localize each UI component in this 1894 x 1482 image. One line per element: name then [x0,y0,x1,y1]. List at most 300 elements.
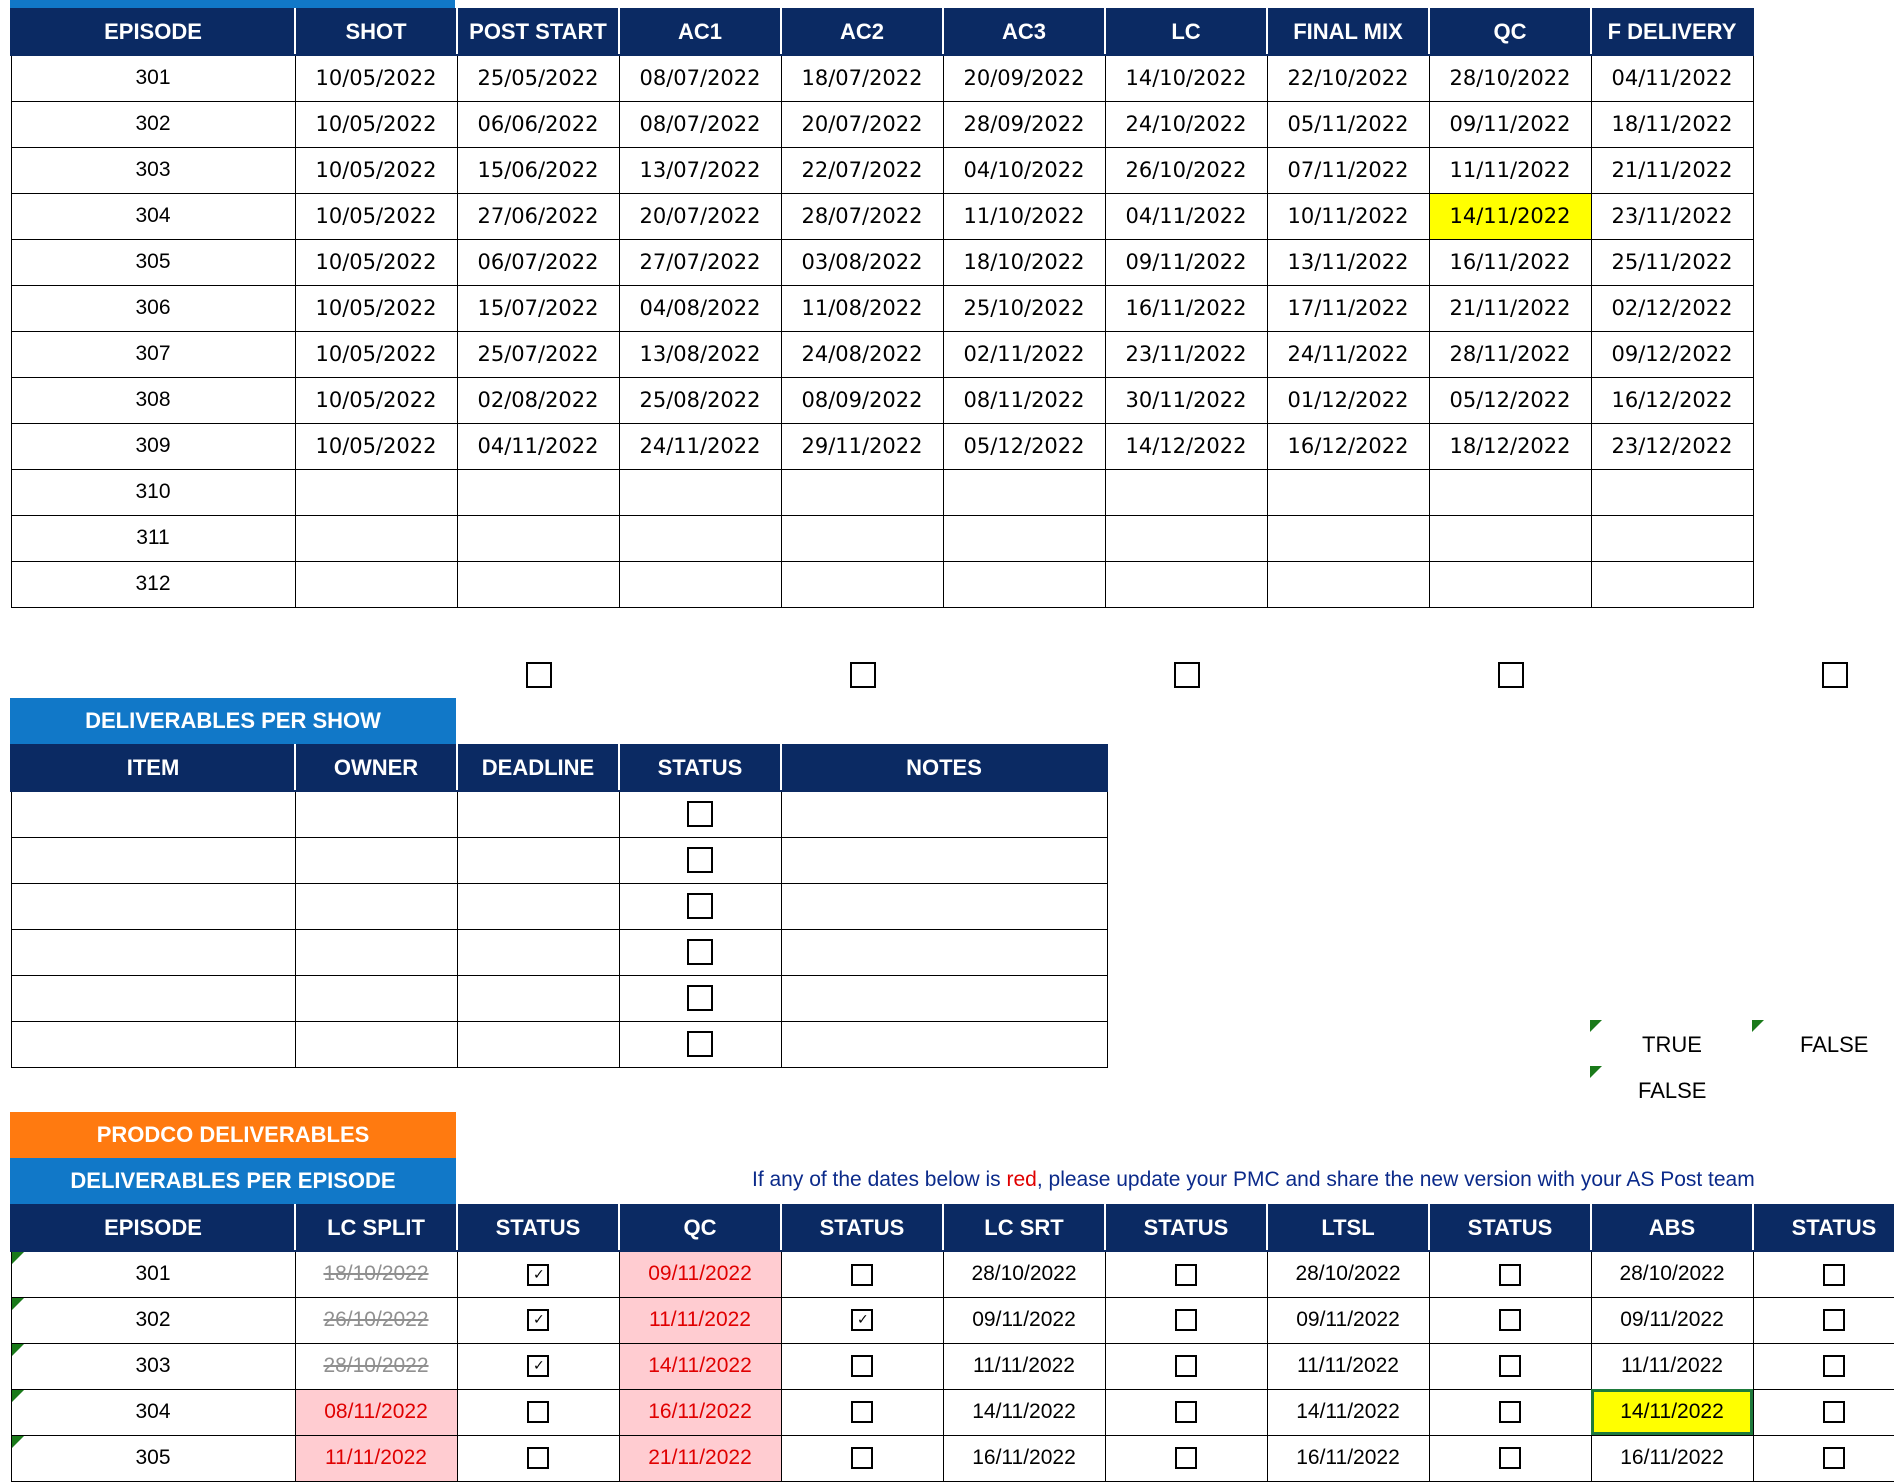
date-cell[interactable]: 24/11/2022 [619,423,781,469]
show-deliverable-row [11,791,1107,837]
item-cell[interactable] [11,1021,295,1067]
date-cell[interactable]: 15/07/2022 [457,285,619,331]
date-cell[interactable]: 25/07/2022 [457,331,619,377]
column-checkbox-4[interactable] [1498,662,1524,688]
column-checkbox-1[interactable] [526,662,552,688]
date-cell[interactable]: 08/09/2022 [781,377,943,423]
date-cell[interactable]: 10/05/2022 [295,377,457,423]
date-cell[interactable]: 23/11/2022 [1591,193,1753,239]
date-cell[interactable]: 11/11/2022 [1429,147,1591,193]
column-checkbox-3[interactable] [1174,662,1200,688]
episode-cell[interactable]: 302 [11,1297,295,1343]
date-cell[interactable]: 11/10/2022 [943,193,1105,239]
episode-deliverable-header-qc: QC [619,1205,781,1251]
date-cell[interactable]: 10/05/2022 [295,239,457,285]
date-cell[interactable]: 17/11/2022 [1267,285,1429,331]
date-cell[interactable]: 05/11/2022 [1267,101,1429,147]
qc-cell[interactable]: 09/11/2022 [619,1251,781,1297]
abs-cell[interactable]: 16/11/2022 [1591,1435,1753,1481]
date-cell[interactable] [943,469,1105,515]
status-checkbox-checked[interactable] [527,1355,549,1377]
abs-cell[interactable]: 09/11/2022 [1591,1297,1753,1343]
status-checkbox[interactable] [687,985,713,1011]
schedule-header-post-start: POST START [457,9,619,55]
status-checkbox[interactable] [527,1447,549,1469]
lc-split-cell[interactable]: 26/10/2022 [295,1297,457,1343]
lc-split-cell[interactable]: 08/11/2022 [295,1389,457,1435]
status-checkbox[interactable] [1823,1447,1845,1469]
date-cell[interactable]: 21/11/2022 [1591,147,1753,193]
date-cell[interactable]: 09/11/2022 [1105,239,1267,285]
status-cell[interactable] [1105,1251,1267,1297]
date-cell[interactable]: 10/05/2022 [295,285,457,331]
date-cell[interactable]: 03/08/2022 [781,239,943,285]
status-cell[interactable] [619,791,781,837]
status-checkbox[interactable] [1499,1264,1521,1286]
show-header-notes: NOTES [781,745,1107,791]
status-cell[interactable] [1429,1297,1591,1343]
date-cell[interactable]: 28/11/2022 [1429,331,1591,377]
status-cell[interactable] [619,975,781,1021]
status-checkbox[interactable] [687,939,713,965]
date-cell[interactable] [781,515,943,561]
episode-cell[interactable]: 310 [11,469,295,515]
date-cell[interactable] [1591,561,1753,607]
schedule-row [11,147,1753,193]
status-cell[interactable] [1753,1297,1894,1343]
deliverables-per-show-title: DELIVERABLES PER SHOW [10,698,456,744]
owner-cell[interactable] [295,1021,457,1067]
date-cell[interactable]: 18/11/2022 [1591,101,1753,147]
episode-deliverable-header-lc-srt: LC SRT [943,1205,1105,1251]
notes-cell[interactable] [781,883,1107,929]
schedule-row [11,423,1753,469]
schedule-row [11,469,1753,515]
qc-cell[interactable]: 11/11/2022 [619,1297,781,1343]
date-cell[interactable]: 11/08/2022 [781,285,943,331]
lc-srt-cell[interactable]: 28/10/2022 [943,1251,1105,1297]
date-cell[interactable]: 13/08/2022 [619,331,781,377]
date-cell[interactable]: 20/07/2022 [619,193,781,239]
date-cell[interactable] [457,515,619,561]
date-cell[interactable] [619,515,781,561]
episode-deliverable-row [11,1297,1894,1343]
episode-deliverable-header-episode: EPISODE [11,1205,295,1251]
date-cell[interactable] [1591,515,1753,561]
status-cell[interactable] [1429,1435,1591,1481]
date-cell[interactable]: 29/11/2022 [781,423,943,469]
owner-cell[interactable] [295,837,457,883]
status-checkbox[interactable] [1823,1401,1845,1423]
date-cell[interactable]: 10/05/2022 [295,147,457,193]
status-checkbox[interactable] [1499,1401,1521,1423]
date-cell[interactable]: 02/11/2022 [943,331,1105,377]
date-cell[interactable] [295,515,457,561]
status-checkbox[interactable] [1823,1355,1845,1377]
date-cell[interactable] [943,561,1105,607]
date-cell[interactable] [1267,561,1429,607]
date-cell[interactable]: 10/05/2022 [295,423,457,469]
episode-deliverable-header-status: STATUS [1429,1205,1591,1251]
date-cell[interactable]: 22/10/2022 [1267,55,1429,101]
date-cell[interactable]: 08/11/2022 [943,377,1105,423]
top-section-bar [10,0,455,8]
date-cell[interactable]: 24/11/2022 [1267,331,1429,377]
episode-deliverable-header-status: STATUS [1105,1205,1267,1251]
episode-cell[interactable]: 304 [11,193,295,239]
date-cell[interactable]: 08/07/2022 [619,55,781,101]
date-cell[interactable] [457,469,619,515]
bool-cell-2[interactable] [1752,1020,1894,1066]
date-cell[interactable]: 10/11/2022 [1267,193,1429,239]
date-cell[interactable]: 06/07/2022 [457,239,619,285]
episode-cell[interactable]: 311 [11,515,295,561]
item-cell[interactable] [11,883,295,929]
episode-cell[interactable]: 308 [11,377,295,423]
date-cell[interactable]: 20/09/2022 [943,55,1105,101]
date-cell[interactable]: 07/11/2022 [1267,147,1429,193]
schedule-header-shot: SHOT [295,9,457,55]
date-cell[interactable] [1591,469,1753,515]
date-cell[interactable]: 25/05/2022 [457,55,619,101]
date-cell[interactable]: 02/08/2022 [457,377,619,423]
schedule-row [11,561,1753,607]
date-cell[interactable]: 25/11/2022 [1591,239,1753,285]
schedule-header-f-delivery: F DELIVERY [1591,9,1753,55]
status-checkbox[interactable] [1499,1309,1521,1331]
lc-split-cell[interactable]: 11/11/2022 [295,1435,457,1481]
episode-cell[interactable]: 305 [11,239,295,285]
status-checkbox[interactable] [1175,1309,1197,1331]
status-checkbox[interactable] [1175,1447,1197,1469]
status-cell[interactable] [781,1435,943,1481]
status-cell[interactable] [457,1389,619,1435]
owner-cell[interactable] [295,975,457,1021]
item-cell[interactable] [11,929,295,975]
notes-cell[interactable] [781,837,1107,883]
date-cell[interactable] [619,561,781,607]
episode-cell[interactable]: 306 [11,285,295,331]
date-cell[interactable]: 18/10/2022 [943,239,1105,285]
status-cell[interactable] [1429,1389,1591,1435]
date-cell[interactable]: 10/05/2022 [295,193,457,239]
status-checkbox[interactable] [1823,1264,1845,1286]
owner-cell[interactable] [295,791,457,837]
status-cell[interactable] [781,1389,943,1435]
status-cell[interactable] [1753,1251,1894,1297]
bool-cell-1[interactable] [1590,1020,1752,1066]
status-checkbox[interactable] [1175,1355,1197,1377]
status-cell[interactable] [457,1251,619,1297]
show-deliverable-row [11,837,1107,883]
date-cell[interactable]: 15/06/2022 [457,147,619,193]
date-cell[interactable]: 20/07/2022 [781,101,943,147]
date-cell[interactable]: 14/12/2022 [1105,423,1267,469]
status-cell[interactable] [619,837,781,883]
date-cell[interactable]: 01/12/2022 [1267,377,1429,423]
episode-deliverable-header-status: STATUS [781,1205,943,1251]
lc-srt-cell[interactable]: 16/11/2022 [943,1435,1105,1481]
comment-marker [1590,1066,1602,1078]
date-cell[interactable]: 22/07/2022 [781,147,943,193]
date-cell[interactable]: 14/11/2022 [1429,193,1591,239]
episode-cell[interactable]: 303 [11,1343,295,1389]
date-cell[interactable]: 04/11/2022 [457,423,619,469]
date-cell[interactable] [295,469,457,515]
lc-srt-cell[interactable]: 14/11/2022 [943,1389,1105,1435]
date-cell[interactable]: 24/08/2022 [781,331,943,377]
comment-marker [12,1298,24,1310]
date-cell[interactable] [781,469,943,515]
date-cell[interactable]: 16/12/2022 [1591,377,1753,423]
date-cell[interactable]: 05/12/2022 [943,423,1105,469]
date-cell[interactable]: 10/05/2022 [295,55,457,101]
date-cell[interactable]: 09/11/2022 [1429,101,1591,147]
item-cell[interactable] [11,791,295,837]
date-cell[interactable] [295,561,457,607]
notes-cell[interactable] [781,929,1107,975]
abs-cell[interactable]: 11/11/2022 [1591,1343,1753,1389]
schedule-row [11,193,1753,239]
status-cell[interactable] [1753,1435,1894,1481]
status-checkbox[interactable] [687,1031,713,1057]
schedule-header-qc: QC [1429,9,1591,55]
date-cell[interactable]: 27/07/2022 [619,239,781,285]
status-cell[interactable] [1429,1343,1591,1389]
episode-deliverable-header-abs: ABS [1591,1205,1753,1251]
schedule-row [11,239,1753,285]
notice-text-end: , please update your PMC and share the new version with your AS Post team [1036,1168,1755,1191]
date-cell[interactable] [1105,515,1267,561]
status-checkbox[interactable] [687,801,713,827]
deadline-cell[interactable] [457,791,619,837]
status-cell[interactable] [781,1251,943,1297]
status-checkbox[interactable] [687,893,713,919]
status-checkbox[interactable] [1175,1401,1197,1423]
show-header-deadline: DEADLINE [457,745,619,791]
qc-cell[interactable]: 16/11/2022 [619,1389,781,1435]
notes-cell[interactable] [781,975,1107,1021]
lc-split-cell[interactable]: 18/10/2022 [295,1251,457,1297]
lc-split-cell[interactable]: 28/10/2022 [295,1343,457,1389]
notice-text-red: red [1006,1168,1037,1191]
qc-cell[interactable]: 14/11/2022 [619,1343,781,1389]
date-cell[interactable]: 18/07/2022 [781,55,943,101]
column-checkbox-2[interactable] [850,662,876,688]
deadline-cell[interactable] [457,929,619,975]
ltsl-cell[interactable]: 11/11/2022 [1267,1343,1429,1389]
deliverables-per-show-table [10,744,1108,1068]
ltsl-cell[interactable]: 28/10/2022 [1267,1251,1429,1297]
date-cell[interactable] [1429,515,1591,561]
status-checkbox[interactable] [851,1447,873,1469]
item-cell[interactable] [11,975,295,1021]
date-cell[interactable]: 26/10/2022 [1105,147,1267,193]
date-cell[interactable]: 05/12/2022 [1429,377,1591,423]
episode-cell[interactable]: 312 [11,561,295,607]
date-cell[interactable] [1105,469,1267,515]
notes-cell[interactable] [781,1021,1107,1067]
bool-value: TRUE [1642,1032,1702,1057]
status-cell[interactable] [1105,1435,1267,1481]
date-cell[interactable]: 25/10/2022 [943,285,1105,331]
episode-schedule-table [10,8,1754,608]
comment-marker [12,1252,24,1264]
selection-fill-handle[interactable] [1750,1432,1754,1436]
date-cell[interactable]: 13/07/2022 [619,147,781,193]
comment-marker [12,1344,24,1356]
episode-cell[interactable]: 303 [11,147,295,193]
comment-marker [1752,1020,1764,1032]
date-cell[interactable]: 28/07/2022 [781,193,943,239]
date-cell[interactable] [943,515,1105,561]
show-header-owner: OWNER [295,745,457,791]
date-cell[interactable]: 27/06/2022 [457,193,619,239]
date-cell[interactable]: 04/08/2022 [619,285,781,331]
schedule-row [11,331,1753,377]
owner-cell[interactable] [295,883,457,929]
status-cell[interactable] [781,1343,943,1389]
status-cell[interactable] [1429,1251,1591,1297]
date-cell[interactable]: 25/08/2022 [619,377,781,423]
status-cell[interactable] [1105,1297,1267,1343]
schedule-row [11,55,1753,101]
date-cell[interactable] [1267,515,1429,561]
notes-cell[interactable] [781,791,1107,837]
status-checkbox-checked[interactable] [851,1309,873,1331]
date-cell[interactable]: 08/07/2022 [619,101,781,147]
status-cell[interactable] [1105,1389,1267,1435]
abs-cell[interactable]: 14/11/2022 [1591,1389,1753,1435]
update-notice [752,1168,1755,1192]
status-checkbox[interactable] [1499,1355,1521,1377]
date-cell[interactable]: 10/05/2022 [295,101,457,147]
show-deliverable-row [11,975,1107,1021]
date-cell[interactable]: 13/11/2022 [1267,239,1429,285]
deadline-cell[interactable] [457,975,619,1021]
date-cell[interactable]: 24/10/2022 [1105,101,1267,147]
date-cell[interactable]: 09/12/2022 [1591,331,1753,377]
date-cell[interactable] [1267,469,1429,515]
date-cell[interactable]: 28/10/2022 [1429,55,1591,101]
date-cell[interactable] [781,561,943,607]
date-cell[interactable]: 04/11/2022 [1591,55,1753,101]
deliverables-per-episode-table [10,1204,1894,1482]
date-cell[interactable]: 04/10/2022 [943,147,1105,193]
status-checkbox[interactable] [1823,1309,1845,1331]
episode-cell[interactable]: 304 [11,1389,295,1435]
show-deliverable-row [11,883,1107,929]
column-checkbox-5[interactable] [1822,662,1848,688]
episode-cell[interactable]: 305 [11,1435,295,1481]
lc-srt-cell[interactable]: 11/11/2022 [943,1343,1105,1389]
date-cell[interactable] [619,469,781,515]
date-cell[interactable]: 23/11/2022 [1105,331,1267,377]
date-cell[interactable]: 16/12/2022 [1267,423,1429,469]
deadline-cell[interactable] [457,1021,619,1067]
status-checkbox[interactable] [851,1355,873,1377]
deadline-cell[interactable] [457,837,619,883]
schedule-row [11,285,1753,331]
status-cell[interactable] [1105,1343,1267,1389]
status-checkbox[interactable] [851,1264,873,1286]
qc-cell[interactable]: 21/11/2022 [619,1435,781,1481]
prodco-deliverables-title: PRODCO DELIVERABLES [10,1112,456,1158]
status-checkbox[interactable] [1499,1447,1521,1469]
date-cell[interactable]: 21/11/2022 [1429,285,1591,331]
status-checkbox[interactable] [851,1401,873,1423]
date-cell[interactable]: 18/12/2022 [1429,423,1591,469]
status-cell[interactable] [619,1021,781,1067]
ltsl-cell[interactable]: 09/11/2022 [1267,1297,1429,1343]
date-cell[interactable] [1429,561,1591,607]
schedule-header-ac2: AC2 [781,9,943,55]
status-checkbox[interactable] [687,847,713,873]
date-cell[interactable]: 14/10/2022 [1105,55,1267,101]
status-cell[interactable] [457,1297,619,1343]
owner-cell[interactable] [295,929,457,975]
status-cell[interactable] [457,1343,619,1389]
status-cell[interactable] [619,929,781,975]
episode-deliverable-row [11,1389,1894,1435]
schedule-row [11,515,1753,561]
abs-cell[interactable]: 28/10/2022 [1591,1251,1753,1297]
deadline-cell[interactable] [457,883,619,929]
comment-marker [12,1390,24,1402]
episode-cell[interactable]: 301 [11,1251,295,1297]
episode-deliverable-header-ltsl: LTSL [1267,1205,1429,1251]
status-cell[interactable] [781,1297,943,1343]
item-cell[interactable] [11,837,295,883]
status-cell[interactable] [619,883,781,929]
episode-deliverable-header-status: STATUS [1753,1205,1894,1251]
deliverables-per-episode-title: DELIVERABLES PER EPISODE [10,1158,456,1204]
date-cell[interactable]: 30/11/2022 [1105,377,1267,423]
show-header-status: STATUS [619,745,781,791]
date-cell[interactable]: 16/11/2022 [1429,239,1591,285]
episode-cell[interactable]: 307 [11,331,295,377]
date-cell[interactable] [1429,469,1591,515]
ltsl-cell[interactable]: 16/11/2022 [1267,1435,1429,1481]
status-checkbox[interactable] [527,1401,549,1423]
status-checkbox-checked[interactable] [527,1309,549,1331]
schedule-header-final-mix: FINAL MIX [1267,9,1429,55]
status-checkbox[interactable] [1175,1264,1197,1286]
date-cell[interactable]: 10/05/2022 [295,331,457,377]
lc-srt-cell[interactable]: 09/11/2022 [943,1297,1105,1343]
episode-cell[interactable]: 309 [11,423,295,469]
date-cell[interactable]: 28/09/2022 [943,101,1105,147]
status-checkbox-checked[interactable] [527,1264,549,1286]
episode-cell[interactable]: 302 [11,101,295,147]
date-cell[interactable]: 02/12/2022 [1591,285,1753,331]
status-cell[interactable] [1753,1389,1894,1435]
bool-cell-3[interactable] [1590,1066,1752,1112]
date-cell[interactable]: 23/12/2022 [1591,423,1753,469]
schedule-row [11,377,1753,423]
date-cell[interactable]: 06/06/2022 [457,101,619,147]
status-cell[interactable] [457,1435,619,1481]
date-cell[interactable]: 16/11/2022 [1105,285,1267,331]
ltsl-cell[interactable]: 14/11/2022 [1267,1389,1429,1435]
status-cell[interactable] [1753,1343,1894,1389]
bool-value: FALSE [1800,1032,1869,1057]
date-cell[interactable] [1105,561,1267,607]
date-cell[interactable]: 04/11/2022 [1105,193,1267,239]
date-cell[interactable] [457,561,619,607]
comment-marker [12,1436,24,1448]
episode-cell[interactable]: 301 [11,55,295,101]
